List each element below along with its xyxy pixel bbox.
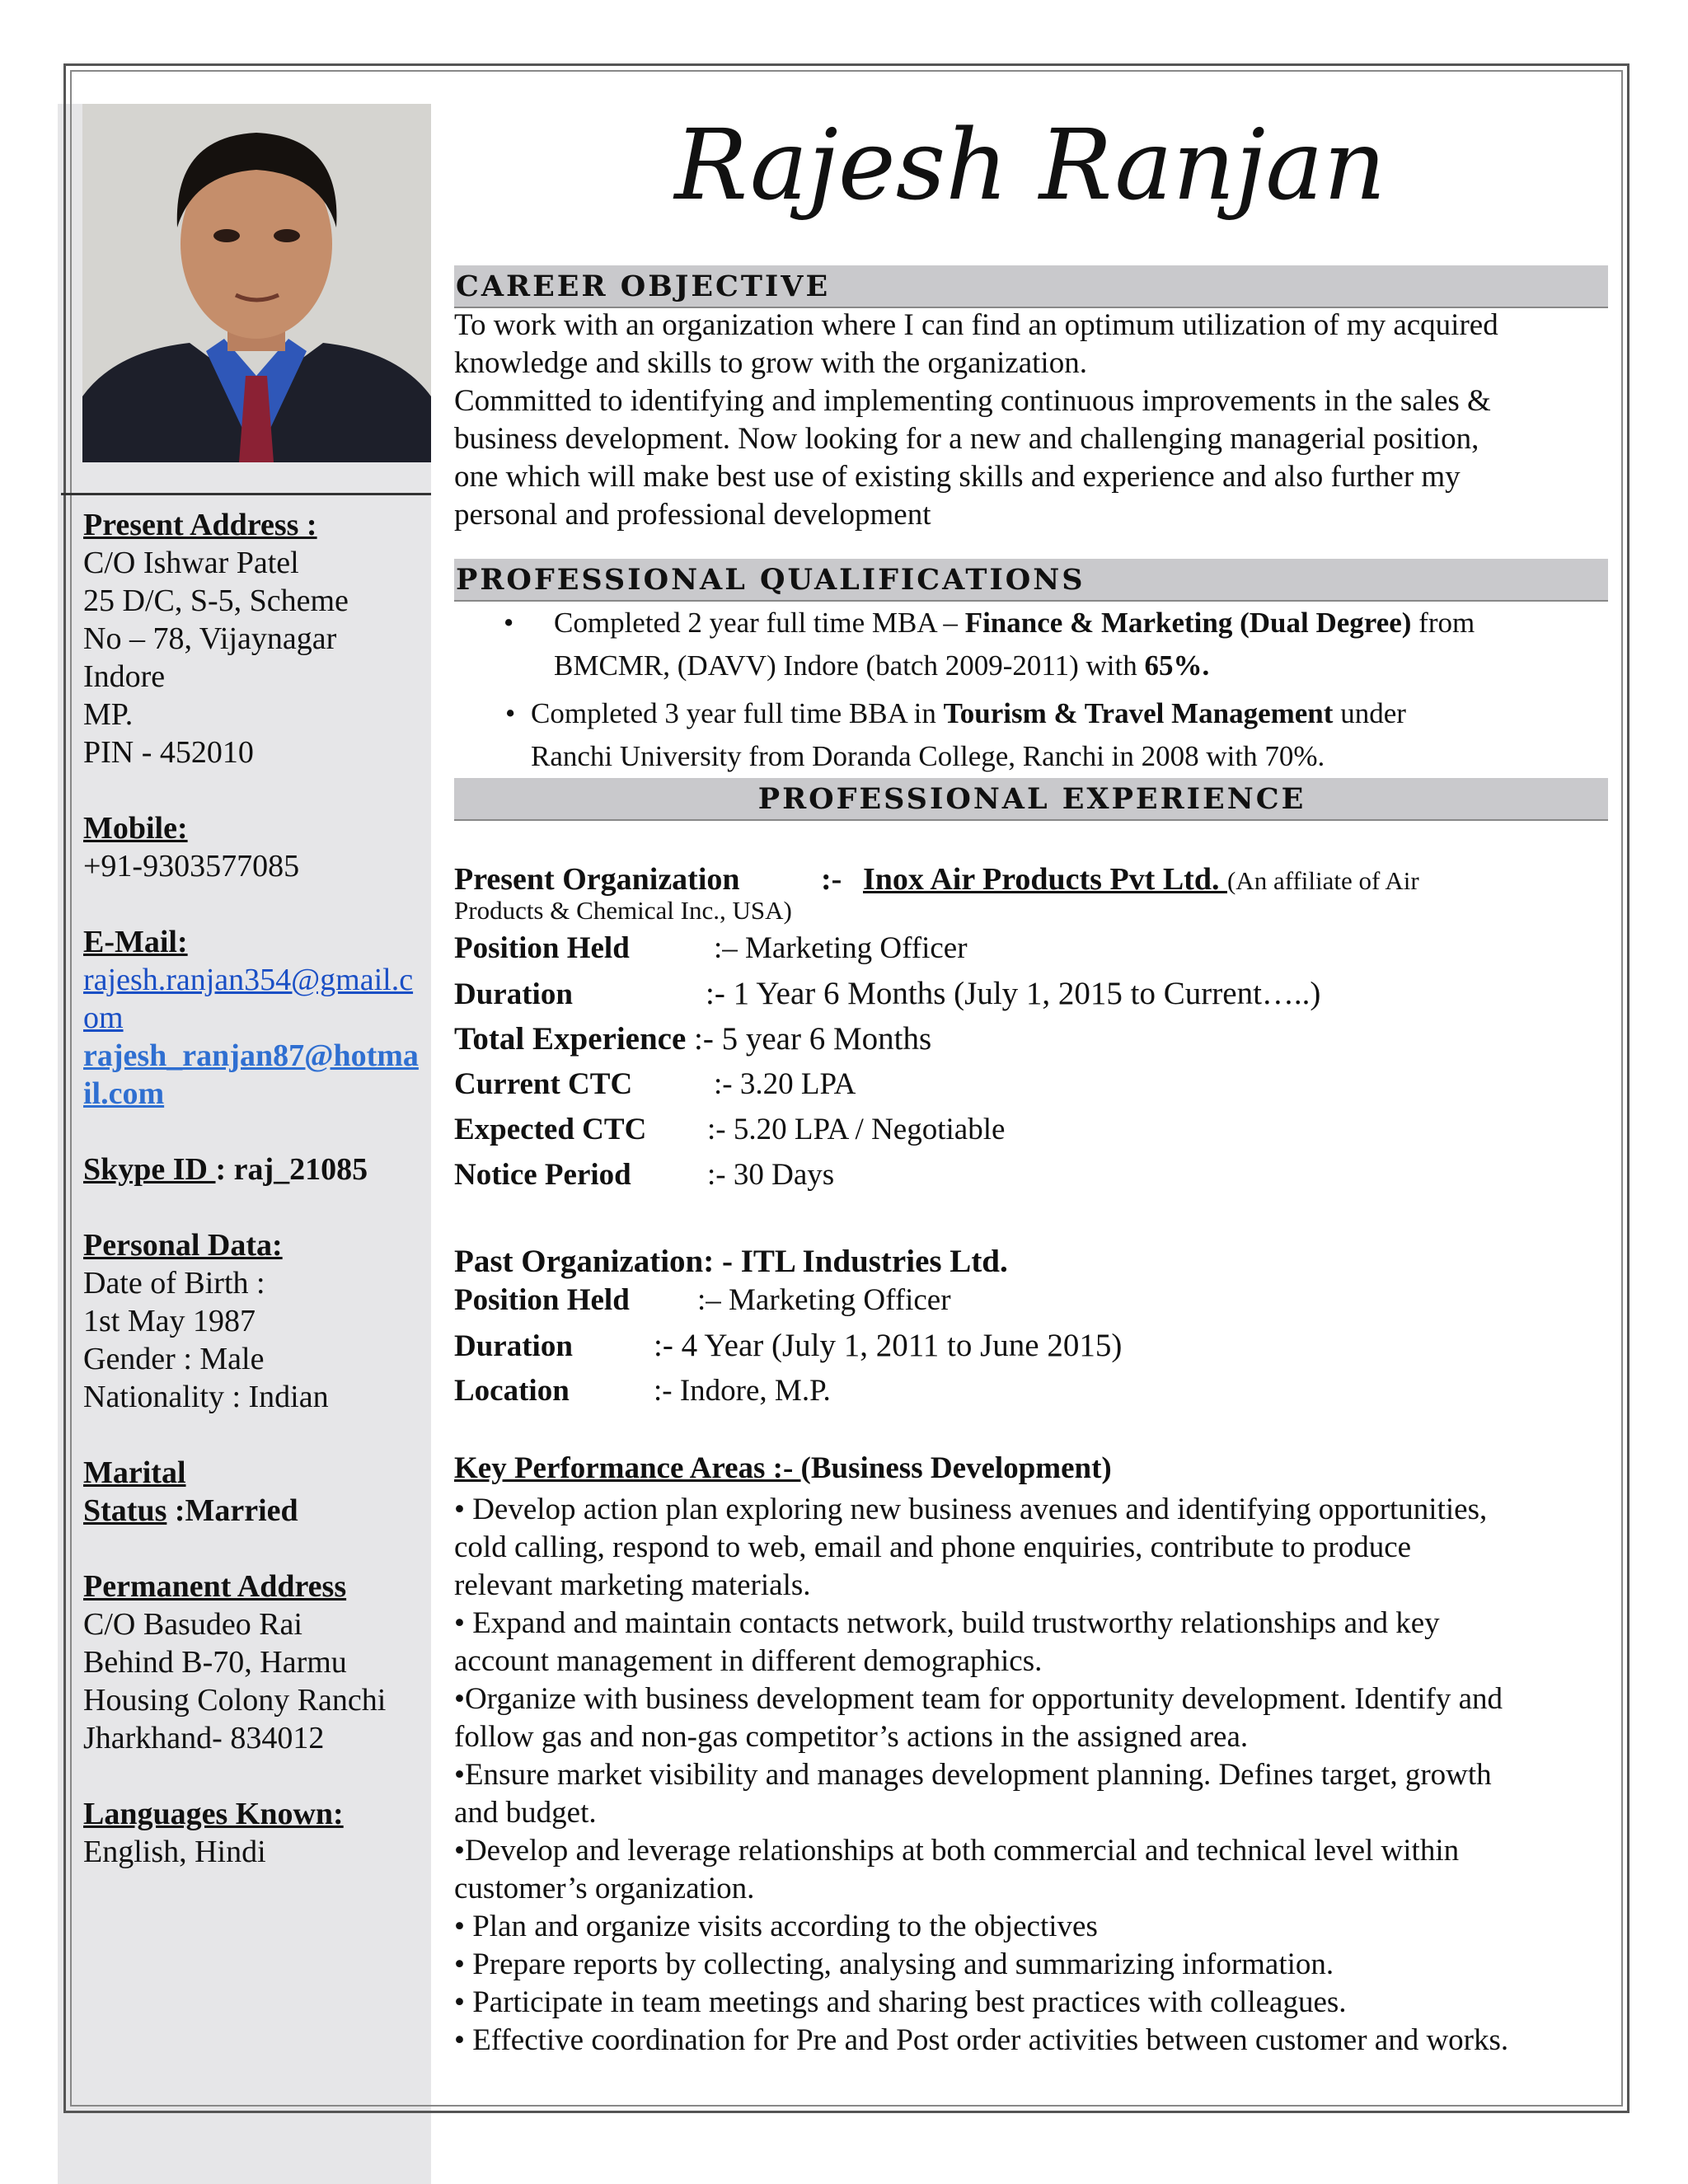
detail-row — [454, 971, 1608, 1016]
qual-score: 65%. — [1144, 649, 1210, 682]
marital-row — [83, 1492, 421, 1530]
qual-degree: Tourism & Travel Management — [943, 697, 1334, 729]
address-line: No – 78, Vijaynagar — [83, 621, 337, 656]
kpa-line: •Organize with business development team for opportunity development. Identify and — [454, 1682, 1503, 1716]
qualifications-list — [454, 602, 1608, 778]
detail-label: Expected CTC — [454, 1113, 647, 1146]
address-line: Jharkhand- 834012 — [83, 1721, 325, 1755]
sidebar — [83, 506, 421, 1871]
detail-label: Location — [454, 1374, 570, 1408]
email-link-gmail[interactable]: rajesh.ranjan354@gmail.com — [83, 963, 414, 1035]
objective-line: business development. Now looking for a new and challenging managerial position, — [454, 422, 1479, 456]
detail-row — [454, 1368, 1608, 1413]
objective-line: To work with an organization where I can find an optimum utilization of my acquired — [454, 308, 1498, 342]
kpa-line: relevant marketing materials. — [454, 1568, 811, 1602]
qual-text: Ranchi University from Doranda College, Ranchi in 2008 with 70%. — [531, 740, 1325, 772]
detail-value: :- 30 Days — [707, 1158, 835, 1192]
detail-row — [454, 926, 1608, 971]
kpa-line: and budget. — [454, 1796, 597, 1830]
present-organization — [454, 857, 1608, 1197]
present-org-label: Present Organization — [454, 862, 740, 897]
personal-line: 1st May 1987 — [83, 1304, 256, 1338]
address-line: 25 D/C, S-5, Scheme — [83, 583, 349, 618]
experience-heading: PROFESSIONAL EXPERIENCE — [454, 778, 1608, 821]
kpa-line: • Effective coordination for Pre and Post order activities between customer and works. — [454, 2023, 1509, 2057]
detail-value: :– Marketing Officer — [714, 931, 968, 965]
career-objective-heading: CAREER OBJECTIVE — [454, 265, 1608, 308]
detail-label: Current CTC — [454, 1067, 633, 1101]
person-photo-icon — [82, 104, 431, 462]
kpa-heading-row — [454, 1450, 1608, 1488]
main-content — [454, 265, 1608, 2060]
kpa-line: follow gas and non-gas competitor’s actions in the assigned area. — [454, 1720, 1249, 1754]
sidebar-divider — [61, 493, 431, 495]
detail-label: Notice Period — [454, 1158, 631, 1192]
email-heading: E-Mail: — [83, 925, 188, 959]
detail-label: Position Held — [454, 1283, 630, 1317]
marital-status-label: Status — [83, 1493, 167, 1528]
kpa-subheading: (Business Development) — [800, 1451, 1112, 1485]
languages-value: English, Hindi — [83, 1835, 266, 1869]
qual-text: Completed 3 year full time BBA in — [531, 697, 944, 729]
detail-label: Total Experience — [454, 1021, 687, 1057]
bullet-icon: • — [504, 607, 514, 639]
skype-row — [83, 1151, 421, 1188]
career-objective-text — [454, 307, 1608, 534]
address-line: Housing Colony Ranchi — [83, 1683, 387, 1718]
kpa-line: • Prepare reports by collecting, analysing and summarizing information. — [454, 1947, 1334, 1981]
personal-line: Nationality : Indian — [83, 1380, 329, 1414]
separator: :- — [821, 862, 842, 897]
detail-label: Position Held — [454, 931, 630, 965]
kpa-line: • Plan and organize visits according to the objectives — [454, 1910, 1098, 1943]
detail-row — [454, 1277, 1608, 1323]
detail-value: :- Indore, M.P. — [654, 1374, 831, 1408]
skype-id: : raj_21085 — [215, 1152, 368, 1187]
qualifications-heading: PROFESSIONAL QUALIFICATIONS — [454, 559, 1608, 602]
objective-line: Committed to identifying and implementing continuous improvements in the sales & — [454, 384, 1491, 418]
address-line: MP. — [83, 697, 134, 732]
kpa-line: cold calling, respond to web, email and phone enquiries, contribute to produce — [454, 1530, 1412, 1564]
present-org-note-cont: Products & Chemical Inc., USA) — [454, 896, 792, 925]
kpa-line: •Develop and leverage relationships at both commercial and technical level within — [454, 1834, 1460, 1868]
kpa-line: • Develop action plan exploring new business avenues and identifying opportunities, — [454, 1493, 1488, 1526]
objective-line: personal and professional development — [454, 498, 931, 532]
kpa-heading: Key Performance Areas :- — [454, 1451, 801, 1485]
candidate-name: Rajesh Ranjan — [674, 108, 1386, 222]
detail-row — [454, 1152, 1608, 1197]
past-organization — [454, 1239, 1608, 1413]
past-org-row: Past Organization: - ITL Industries Ltd. — [454, 1244, 1008, 1279]
objective-line: knowledge and skills to grow with the organization. — [454, 346, 1087, 380]
key-performance-areas — [454, 1450, 1608, 2060]
present-org-row — [454, 857, 1608, 902]
personal-line: Date of Birth : — [83, 1266, 265, 1301]
address-line: Behind B-70, Harmu — [83, 1645, 347, 1680]
detail-row — [454, 1016, 1608, 1062]
present-org-note: (An affiliate of Air — [1226, 866, 1419, 895]
languages-heading: Languages Known: — [83, 1797, 344, 1831]
kpa-line: • Participate in team meetings and sharing best practices with colleagues. — [454, 1985, 1347, 2019]
detail-value: :- 3.20 LPA — [714, 1067, 856, 1101]
detail-value: :- 4 Year (July 1, 2011 to June 2015) — [654, 1328, 1123, 1363]
profile-photo — [82, 104, 431, 462]
qual-text: Completed 2 year full time MBA – — [554, 607, 965, 639]
mobile-number: +91-9303577085 — [83, 849, 300, 883]
permanent-address-heading: Permanent Address — [83, 1569, 347, 1604]
detail-label: Duration — [454, 1329, 573, 1363]
present-org-name: Inox Air Products Pvt Ltd. — [863, 862, 1227, 897]
kpa-line: customer’s organization. — [454, 1872, 755, 1905]
skype-heading: Skype ID — [83, 1152, 216, 1187]
address-line: Indore — [83, 659, 166, 694]
address-line: PIN - 452010 — [83, 735, 254, 770]
detail-label: Duration — [454, 977, 573, 1011]
bullet-icon: • — [505, 697, 516, 729]
objective-line: one which will make best use of existing skills and experience and also further my — [454, 460, 1461, 494]
personal-data-heading: Personal Data: — [83, 1228, 283, 1263]
present-address-heading: Present Address : — [83, 508, 317, 542]
address-line: C/O Basudeo Rai — [83, 1607, 302, 1642]
detail-value: :– Marketing Officer — [697, 1283, 951, 1317]
marital-heading: Marital — [83, 1455, 186, 1490]
qualification-item — [454, 692, 1608, 778]
marital-status-value: :Married — [166, 1493, 298, 1528]
kpa-line: •Ensure market visibility and manages development planning. Defines target, growth — [454, 1758, 1492, 1792]
qual-text: from — [1411, 607, 1475, 639]
qual-text: BMCMR, (DAVV) Indore (batch 2009-2011) with — [554, 649, 1145, 682]
mobile-heading: Mobile: — [83, 811, 188, 846]
address-line: C/O Ishwar Patel — [83, 546, 299, 580]
detail-value: :- 1 Year 6 Months (July 1, 2015 to Current…..) — [706, 976, 1321, 1011]
detail-row — [454, 1062, 1608, 1107]
detail-row — [454, 1323, 1608, 1368]
personal-line: Gender : Male — [83, 1342, 265, 1376]
detail-value: :- 5 year 6 Months — [694, 1021, 932, 1057]
kpa-line: account management in different demographics. — [454, 1644, 1043, 1678]
detail-value: :- 5.20 LPA / Negotiable — [707, 1113, 1006, 1146]
qual-degree: Finance & Marketing (Dual Degree) — [964, 607, 1412, 639]
qual-text: under — [1333, 697, 1406, 729]
qualification-item — [454, 602, 1608, 687]
detail-row — [454, 1107, 1608, 1152]
kpa-line: • Expand and maintain contacts network, build trustworthy relationships and key — [454, 1606, 1440, 1640]
email-link-hotmail[interactable]: rajesh_ranjan87@hotmail.com — [83, 1038, 419, 1111]
